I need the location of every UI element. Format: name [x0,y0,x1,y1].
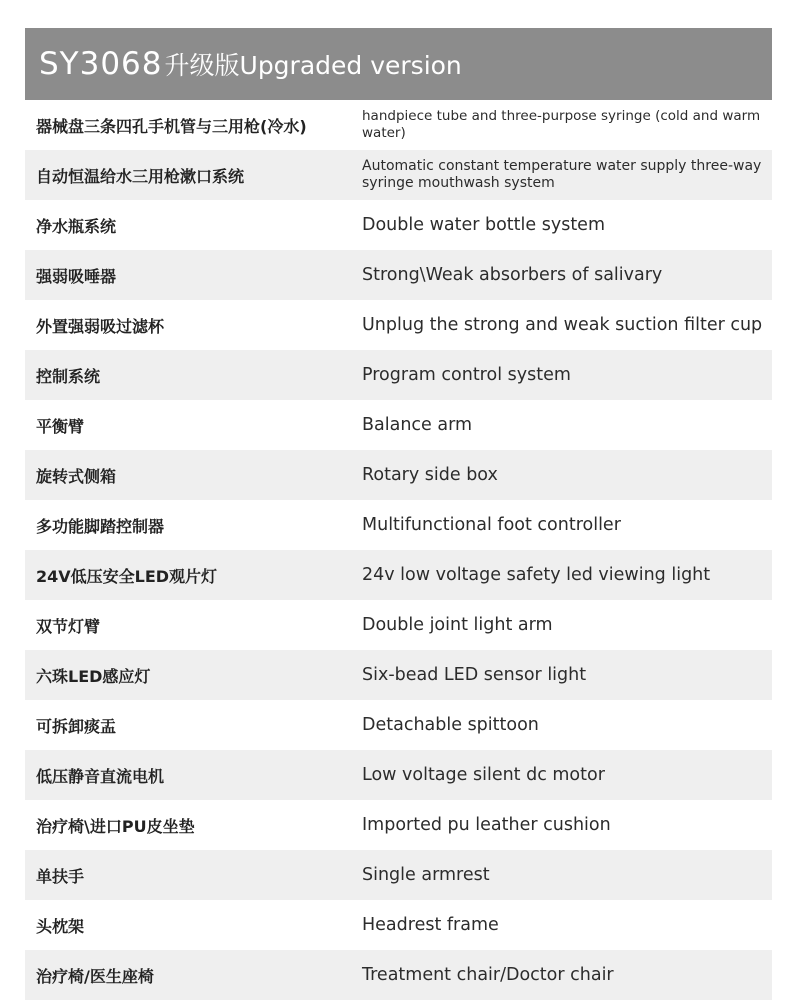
row-english-label: 24v low voltage safety led viewing light [362,565,711,585]
row-english-label: Six-bead LED sensor light [362,665,587,685]
row-chinese-label: 24V低压安全LED观片灯 [36,566,218,586]
row-chinese-label: 治疗椅/医生座椅 [36,966,154,986]
table-row [25,650,772,700]
table-row [25,600,772,650]
table-row [25,500,772,550]
table-row [25,400,772,450]
row-chinese-label: 控制系统 [36,366,101,386]
row-english-label: Balance arm [362,415,473,435]
row-english-label: Low voltage silent dc motor [362,765,605,785]
table-row [25,950,772,1000]
row-chinese-label: 强弱吸唾器 [36,266,117,286]
row-chinese-label: 多功能脚踏控制器 [36,516,165,536]
table-row [25,850,772,900]
version-title: 升级版Upgraded version [164,51,462,80]
row-english-label: Automatic constant temperature water supply three-way syringe mouthwash system [362,158,762,191]
row-chinese-label: 净水瓶系统 [36,216,117,236]
table-row [25,350,772,400]
table-row [25,800,772,850]
table-row [25,150,772,200]
table-row [25,200,772,250]
row-chinese-label: 治疗椅\进口PU皮坐垫 [36,816,195,836]
title-bar [25,28,772,100]
row-english-label: Double water bottle system [362,215,605,235]
table-row [25,450,772,500]
row-english-label: Unplug the strong and weak suction filter cup [362,315,763,335]
row-english-label: Rotary side box [362,465,498,485]
row-chinese-label: 旋转式侧箱 [36,466,117,486]
row-chinese-label: 双节灯臂 [36,616,101,636]
table-row [25,550,772,600]
row-english-label: Detachable spittoon [362,715,539,735]
table-row [25,300,772,350]
row-english-label: Treatment chair/Doctor chair [362,965,614,985]
row-english-label: Strong\Weak absorbers of salivary [362,265,663,285]
row-chinese-label: 低压静音直流电机 [36,766,165,786]
row-chinese-label: 六珠LED感应灯 [36,666,151,686]
spec-sheet [25,28,772,1000]
row-english-label: Imported pu leather cushion [362,815,611,835]
table-row [25,100,772,150]
table-row [25,250,772,300]
row-english-label: Double joint light arm [362,615,553,635]
row-english-label: Single armrest [362,865,490,885]
table-row [25,700,772,750]
model-title: SY3068 [39,46,163,82]
row-chinese-label: 自动恒温给水三用枪漱口系统 [36,166,245,186]
row-english-label: Program control system [362,365,571,385]
spec-table [25,100,772,1000]
row-chinese-label: 单扶手 [36,866,85,886]
row-english-label: Multifunctional foot controller [362,515,621,535]
row-english-label: Headrest frame [362,915,499,935]
row-chinese-label: 可拆卸痰盂 [36,716,117,736]
table-row [25,900,772,950]
table-row [25,750,772,800]
row-chinese-label: 外置强弱吸过滤杯 [36,316,165,336]
row-chinese-label: 平衡臂 [36,416,85,436]
row-chinese-label: 器械盘三条四孔手机管与三用枪(冷水) [36,116,307,136]
row-english-label: handpiece tube and three-purpose syringe (cold and warm water) [362,108,761,141]
row-chinese-label: 头枕架 [36,916,85,936]
